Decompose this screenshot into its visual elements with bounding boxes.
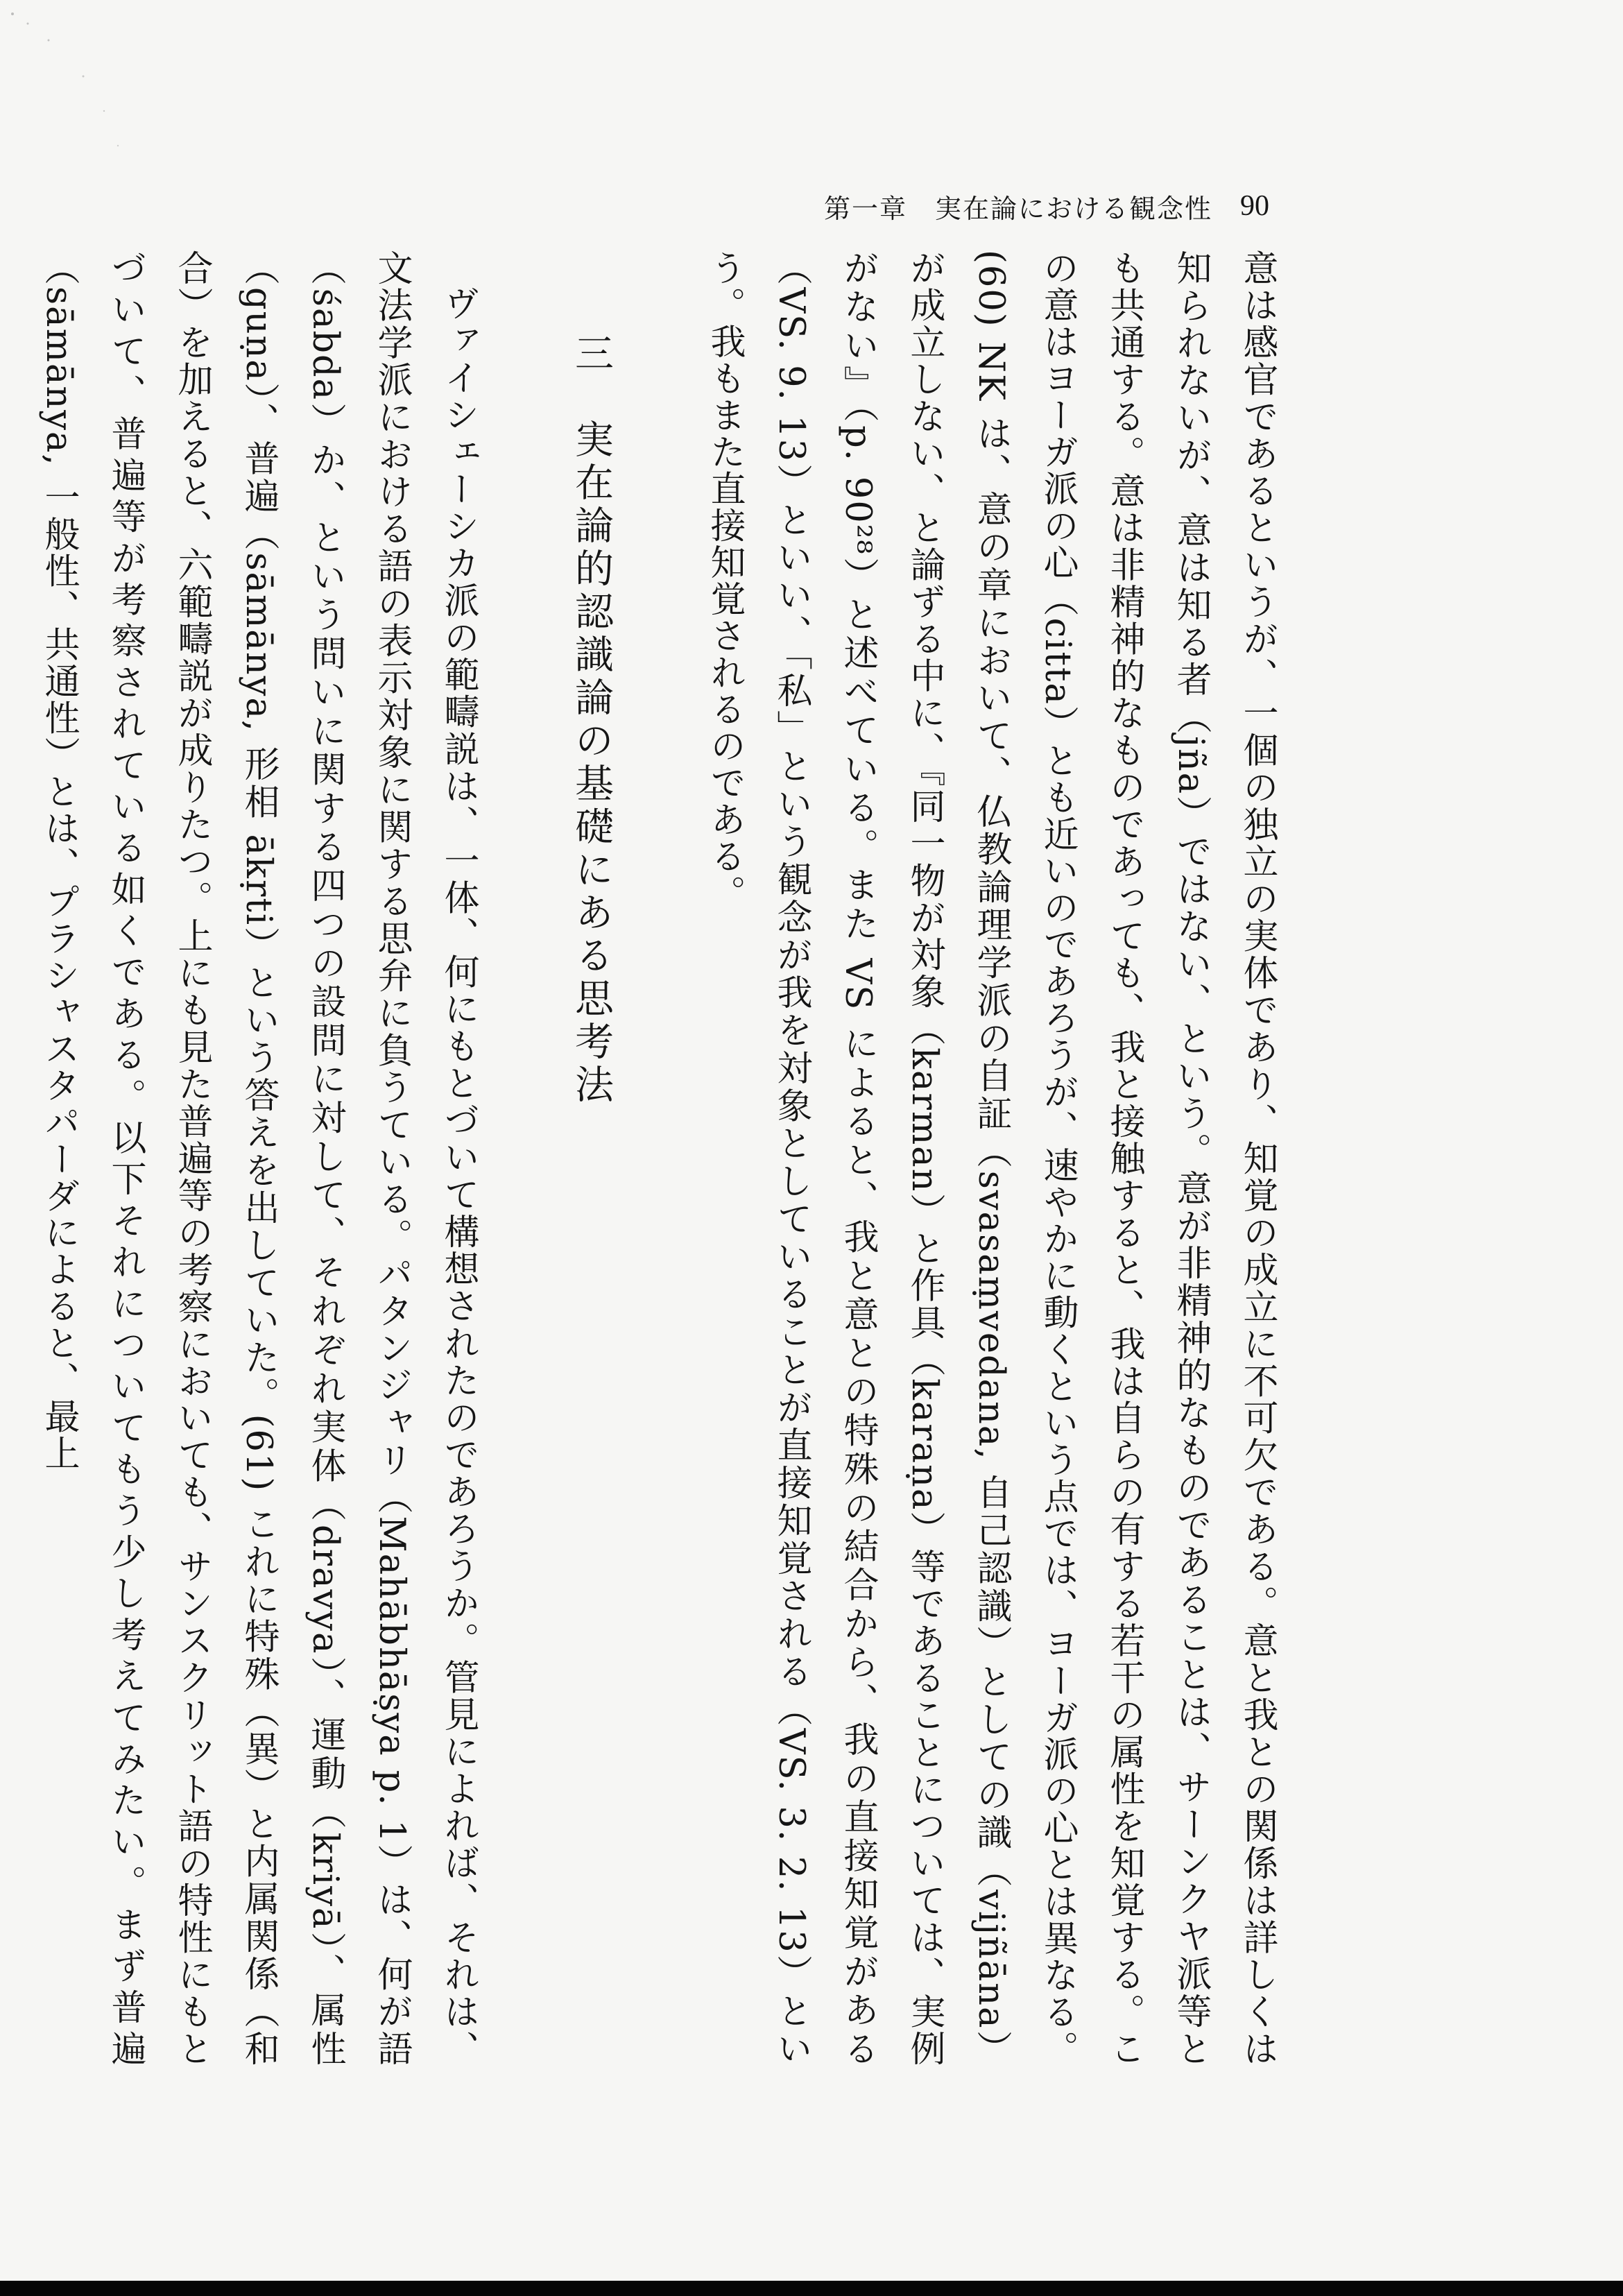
chapter-title: 第一章 実在論における観念性 <box>823 193 1212 224</box>
scan-bottom-border <box>0 2281 1623 2296</box>
paragraph-1: 意は感官であるというが、一個の独立の実体であり、知覚の成立に不可欠である。意と我との関係は詳しくは知られないが、意は知る者（jña）ではない、という。意が非精神的なものであることは、サーンクヤ派等とも共通する。意は非精神的なものであっても、我と接触すると、我は自らの有する若干の属性を知覚する。この意はヨーガ派の心（citta）とも近いのであろうが、速やかに動くという点では、ヨーガ派の心とは異なる。(60) NK は、意の章において、仏教論理学派の自証（svasaṃvedana, 自己認識）としての識（vijñāna）が成立しない、と論ずる中に、『同一物が対象（karman）と作具（karaṇa）等であることについては、実例がない』（p. 90²⁸）と述べている。また VS によると、我と意との特殊の結合から、我の直接知覚がある（VS. 9. 13）といい、「私」という観念が我を対象としていることが直接知覚される（VS. 3. 2. 13）という。我もまた直接知覚されるのである。 <box>704 250 1278 2068</box>
vertical-text-body <box>38 250 1290 2068</box>
paragraph-2: ヴァイシェーシカ派の範疇説は、一体、何にもとづいて構想されたのであろうか。管見によれば、それは、文法学派における語の表示対象に関する思弁に負うている。パタンジャリ（Mahābhāṣya p. 1）は、何が語（śabda）か、という問いに関する四つの設問に対して、それぞれ実体（dravya）、運動（kriyā）、属性（guṇa）、普遍（sāmānya, 形相 ākṛti）という答えを出していた。(61) これに特殊（異）と内属関係（和合）を加えると、六範疇説が成りたつ。上にも見た普遍等の考察においても、サンスクリット語の特性にもとづいて、普遍等が考察されている如くである。以下それについてもう少し考えてみたい。まず普遍（sāmānya, 一般性、共通性）とは、プラシャスタパーダによると、最上 <box>38 250 479 2067</box>
running-head <box>798 182 1269 230</box>
page-number: 90 <box>1240 190 1269 222</box>
section-heading: 三 実在論的認識論の基礎にある思考法 <box>569 333 614 1107</box>
scan-speckle-marks <box>0 0 132 173</box>
